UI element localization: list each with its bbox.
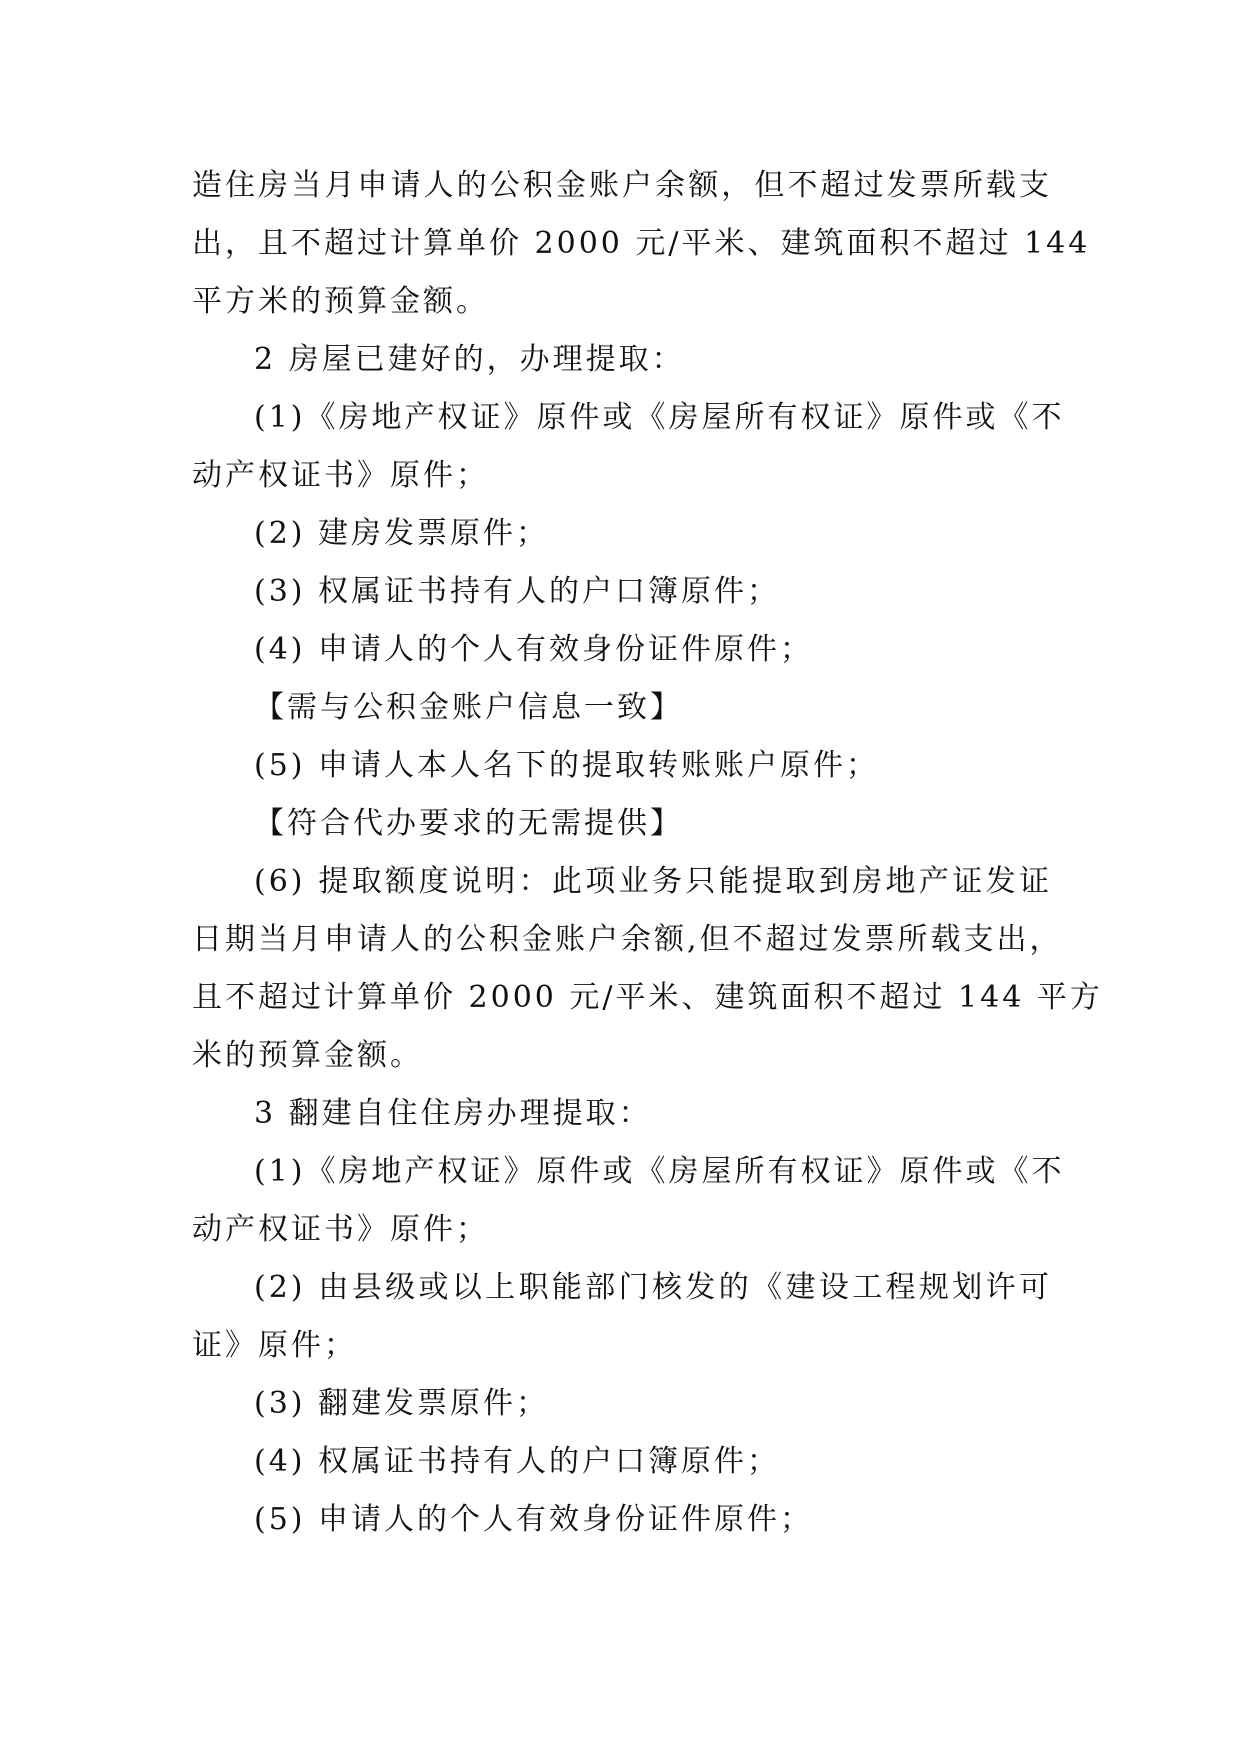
list-item: (4) 权属证书持有人的户口簿原件；	[254, 1444, 781, 1479]
text-line: 出，且不超过计算单价 2000 元/平米、建筑面积不超过 144	[192, 226, 1091, 261]
list-item: (1)《房地产权证》原件或《房屋所有权证》原件或《不	[254, 1154, 1065, 1189]
note-line: 【符合代办要求的无需提供】	[254, 806, 683, 841]
text-line: 米的预算金额。	[192, 1038, 423, 1073]
text-line: 造住房当月申请人的公积金账户余额，但不超过发票所载支	[192, 168, 1052, 203]
section-heading: 3 翻建自住住房办理提取：	[254, 1096, 652, 1131]
text-line: 日期当月申请人的公积金账户余额,但不超过发票所载支出，	[192, 922, 1063, 957]
list-item: (6) 提取额度说明：此项业务只能提取到房地产证发证	[254, 864, 1052, 899]
note-line: 【需与公积金账户信息一致】	[254, 690, 683, 725]
list-item: (5) 申请人本人名下的提取转账账户原件；	[254, 748, 880, 783]
text-line: 平方米的预算金额。	[192, 284, 489, 319]
list-item: (1)《房地产权证》原件或《房屋所有权证》原件或《不	[254, 400, 1065, 435]
text-line: 证》原件；	[192, 1328, 357, 1363]
text-line: 动产权证书》原件；	[192, 458, 489, 493]
list-item: (3) 翻建发票原件；	[254, 1386, 550, 1421]
text-line: 动产权证书》原件；	[192, 1212, 489, 1247]
list-item: (2) 建房发票原件；	[254, 516, 550, 551]
list-item: (4) 申请人的个人有效身份证件原件；	[254, 632, 814, 667]
section-heading: 2 房屋已建好的，办理提取：	[254, 342, 685, 377]
list-item: (2) 由县级或以上职能部门核发的《建设工程规划许可	[254, 1270, 1052, 1305]
list-item: (5) 申请人的个人有效身份证件原件；	[254, 1502, 814, 1537]
list-item: (3) 权属证书持有人的户口簿原件；	[254, 574, 781, 609]
text-line: 且不超过计算单价 2000 元/平米、建筑面积不超过 144 平方	[192, 980, 1103, 1015]
